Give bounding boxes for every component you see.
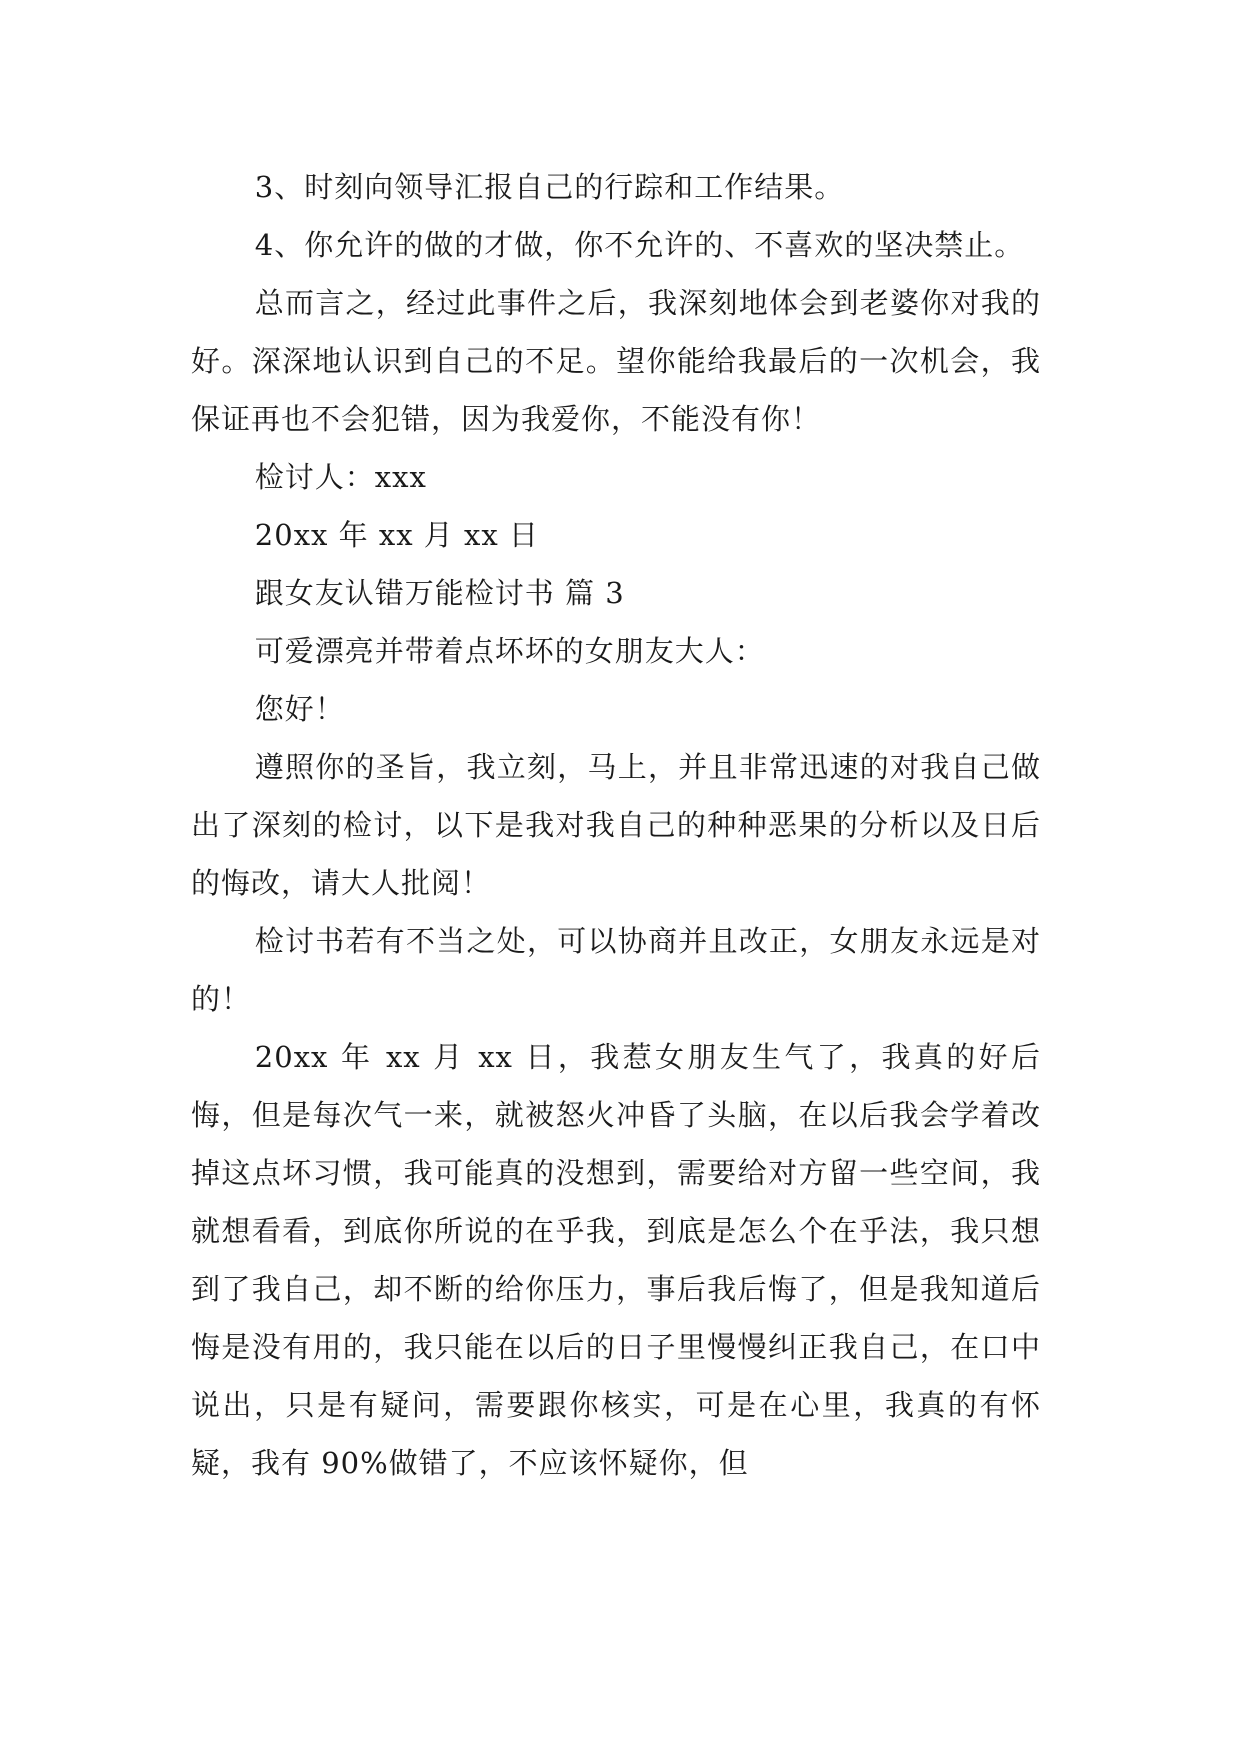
document-body [191,158,1041,1492]
greeting: 您好！ [254,692,345,726]
paragraph-item-4: 4、你允许的做的才做，你不允许的、不喜欢的坚决禁止。 [254,228,1025,262]
salutation: 可爱漂亮并带着点坏坏的女朋友大人： [254,634,765,668]
signature-line: 检讨人：xxx [254,460,427,494]
paragraph-note: 检讨书若有不当之处，可以协商并且改正，女朋友永远是对的！ [191,924,1041,1016]
paragraph-intro: 遵照你的圣旨，我立刻，马上，并且非常迅速的对我自己做出了深刻的检讨，以下是我对我自己的种种恶果的分析以及日后的悔改，请大人批阅！ [191,750,1041,900]
section-title: 跟女友认错万能检讨书 篇 3 [254,576,625,610]
paragraph-summary: 总而言之，经过此事件之后，我深刻地体会到老婆你对我的好。深深地认识到自己的不足。望你能给我最后的一次机会，我保证再也不会犯错，因为我爱你，不能没有你！ [191,286,1041,436]
paragraph-body: 20xx 年 xx 月 xx 日，我惹女朋友生气了，我真的好后悔，但是每次气一来，就被怒火冲昏了头脑，在以后我会学着改掉这点坏习惯，我可能真的没想到，需要给对方留一些空间，我就想看看，到底你所说的在乎我，到底是怎么个在乎法，我只想到了我自己，却不断的给你压力，事后我后悔了，但是我知道后悔是没有用的，我只能在以后的日子里慢慢纠正我自己，在口中说出，只是有疑问，需要跟你核实，可是在心里，我真的有怀疑，我有 90%做错了，不应该怀疑你，但 [191,1040,1041,1480]
date-line: 20xx 年 xx 月 xx 日 [254,518,539,552]
paragraph-item-3: 3、时刻向领导汇报自己的行踪和工作结果。 [254,170,845,204]
